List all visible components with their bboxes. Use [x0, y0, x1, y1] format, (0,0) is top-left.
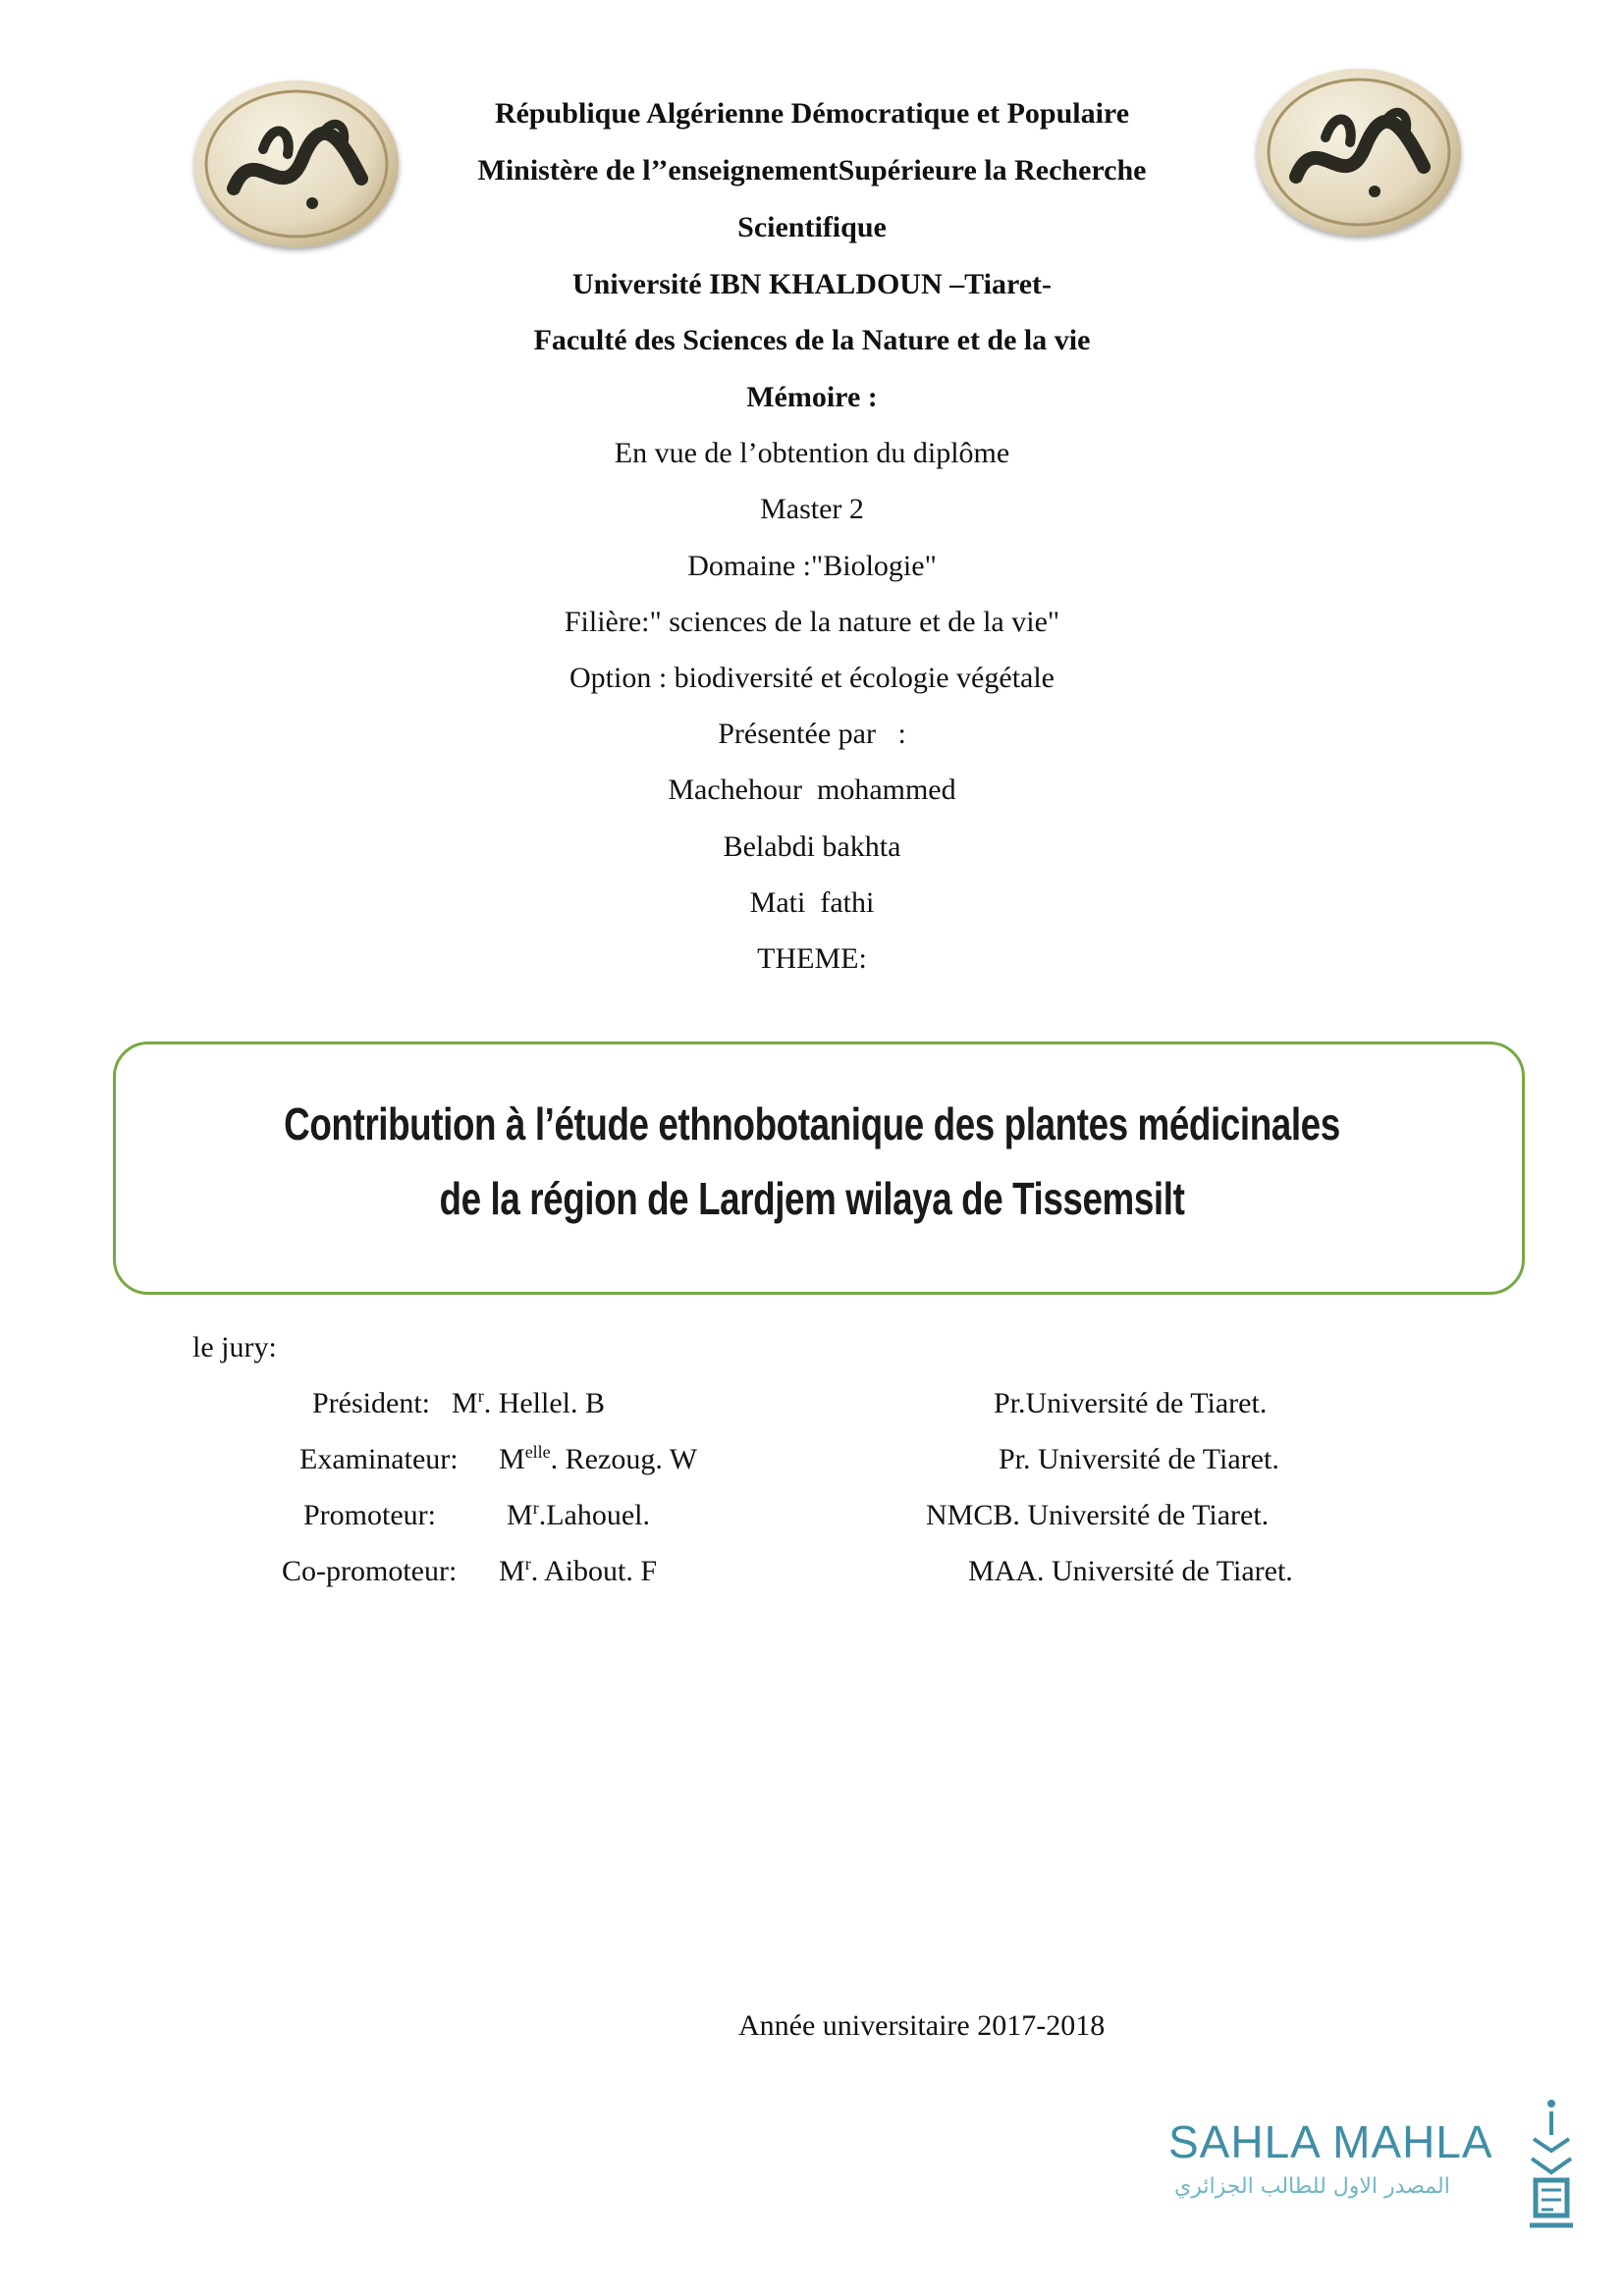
- faculty-heading: Faculté des Sciences de la Nature et de la vie: [533, 324, 1091, 356]
- jury-role: Promoteur:: [303, 1499, 436, 1531]
- jury-role: Examinateur:: [299, 1443, 459, 1475]
- domain-text: Domaine :"Biologie": [687, 550, 937, 582]
- republic-heading: République Algérienne Démocratique et Populaire: [494, 97, 1130, 130]
- jury-affiliation: NMCB. Université de Tiaret.: [926, 1499, 1270, 1531]
- jury-member-name: $M^r$. Aibout. F: [499, 1554, 658, 1587]
- academic-year: Année universitaire 2017-2018: [738, 2009, 1106, 2042]
- ministry-heading-line2: Scientifique: [737, 211, 887, 243]
- brand-name: SAHLA MAHLA: [1168, 2116, 1493, 2167]
- jury-label: le jury:: [192, 1331, 277, 1363]
- theme-title-line1: Contribution à l’étude ethnobotanique des plantes médicinales: [284, 1098, 1340, 1149]
- jury-member-name: $M^r$. Hellel. B: [452, 1386, 605, 1419]
- degree-text: Master 2: [760, 493, 864, 525]
- university-heading: Université IBN KHALDOUN –Tiaret-: [571, 268, 1053, 300]
- theme-title-line2: de la région de Lardjem wilaya de Tissemsilt: [439, 1173, 1185, 1224]
- option-text: Option : biodiversité et écologie végétale: [568, 662, 1055, 694]
- brand-logo: [1168, 2096, 1581, 2243]
- jury-role: Président:: [312, 1387, 430, 1419]
- jury-member-name: $M^{elle}$. Rezoug. W: [499, 1442, 698, 1475]
- author-name: Machehour mohammed: [668, 774, 956, 806]
- jury-role: Co-promoteur:: [282, 1555, 458, 1587]
- jury-member-name: $M^r.Lahouel$.: [507, 1498, 650, 1531]
- jury-affiliation: MAA. Université de Tiaret.: [968, 1555, 1293, 1587]
- theme-label: THEME:: [757, 942, 867, 975]
- author-name: Mati fathi: [749, 886, 875, 919]
- theme-box: [113, 1041, 1525, 1295]
- ministry-heading-line1: Ministère de l’’enseignementSupérieure la Recherche: [477, 154, 1147, 187]
- memoire-heading: Mémoire :: [746, 381, 878, 413]
- jury-affiliation: Pr.Université de Tiaret.: [994, 1387, 1268, 1419]
- jury-affiliation: Pr. Université de Tiaret.: [999, 1443, 1279, 1475]
- purpose-text: En vue de l’obtention du diplôme: [614, 437, 1010, 469]
- presented-by-text: Présentée par :: [718, 718, 906, 750]
- filiere-text: Filière:" sciences de la nature et de la vie": [564, 606, 1060, 638]
- author-name: Belabdi bakhta: [723, 830, 901, 863]
- brand-calligraphy-icon: [1524, 2096, 1579, 2243]
- brand-tagline: المصدر الاول للطالب الجزائري: [1174, 2174, 1450, 2199]
